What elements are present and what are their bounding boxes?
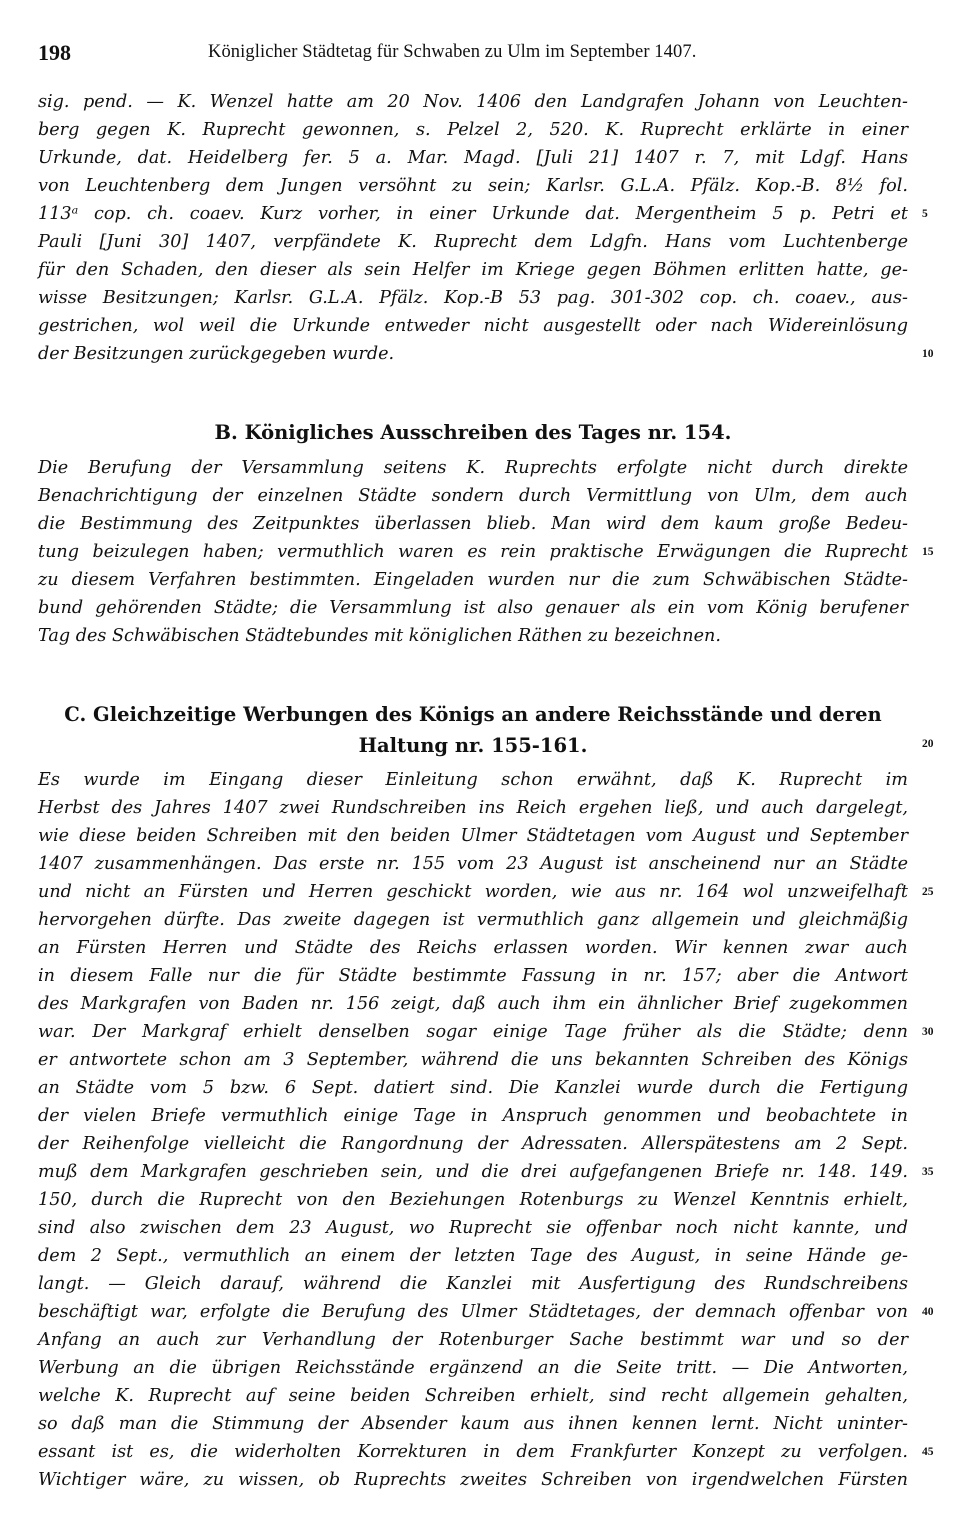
text-line: essant ist es, die widerholten Korrekturen in dem Frankfurter Konzept zu verfolgen. — [38, 1442, 908, 1462]
text-line: welche K. Ruprecht auf seine beiden Schreiben erhielt, sind recht allgemein gehalten, — [38, 1386, 908, 1406]
text-line: Werbung an die übrigen Reichsstände ergänzend an die Seite tritt. — Die Antworten, — [38, 1358, 908, 1378]
line-number: 20 — [922, 738, 934, 750]
text-line: war. Der Markgraf erhielt denselben sogar einige Tage früher als die Städte; denn — [38, 1022, 908, 1042]
text-line: langt. — Gleich darauf, während die Kanzlei mit Ausfertigung des Rundschreibens — [38, 1274, 908, 1294]
text-line: an Fürsten Herren und Städte des Reichs erlassen worden. Wir kennen zwar auch — [38, 938, 908, 958]
text-line: er antwortete schon am 3 September, während die uns bekannten Schreiben des Königs — [38, 1050, 908, 1070]
text-line: der Besitzungen zurückgegeben wurde. — [38, 344, 395, 364]
page-number: 198 — [38, 40, 71, 65]
text-line: und nicht an Fürsten und Herren geschickt worden, wie aus nr. 164 wol unzweifelhaft — [38, 882, 908, 902]
text-line: beschäftigt war, erfolgte die Berufung des Ulmer Städtetages, der demnach offenbar von — [38, 1302, 908, 1322]
text-line: 1407 zusammenhängen. Das erste nr. 155 vom 23 August ist anscheinend nur an Städte — [38, 854, 908, 874]
line-number: 45 — [922, 1446, 934, 1458]
line-number: 30 — [922, 1026, 934, 1038]
text-line: für den Schaden, den dieser als sein Helfer im Kriege gegen Böhmen erlitten hatte, ge- — [38, 260, 908, 280]
text-line: wisse Besitzungen; Karlsr. G.L.A. Pfälz. Kop.-B 53 pag. 301-302 cop. ch. coaev., aus- — [38, 288, 908, 308]
line-number: 35 — [922, 1166, 934, 1178]
text-line: hervorgehen dürfte. Das zweite dagegen ist vermuthlich ganz allgemein und gleichmäßig — [38, 910, 908, 930]
text-line: Pauli [Juni 30] 1407, verpfändete K. Ruprecht dem Ldgfn. Hans vom Luchtenberge — [38, 232, 908, 252]
text-line: gestrichen, wol weil die Urkunde entweder nicht ausgestellt oder nach Widereinlösung — [38, 316, 908, 336]
text-line: 150, durch die Ruprecht von den Beziehungen Rotenburgs zu Wenzel Kenntnis erhielt, — [38, 1190, 908, 1210]
text-line: muß dem Markgrafen geschrieben sein, und die drei aufgefangenen Briefe nr. 148. 149. — [38, 1162, 908, 1182]
text-line: Tag des Schwäbischen Städtebundes mit königlichen Räthen zu bezeichnen. — [38, 626, 721, 646]
text-line: sind also zwischen dem 23 August, wo Ruprecht sie offenbar noch nicht kannte, und — [38, 1218, 908, 1238]
section-c-heading-line1: C. Gleichzeitige Werbungen des Königs an andere Reichsstände und deren — [64, 703, 882, 726]
text-line: der Reihenfolge vielleicht die Rangordnung der Adressaten. Allerspätestens am 2 Sept. — [38, 1134, 908, 1154]
text-line: in diesem Falle nur die für Städte bestimmte Fassung in nr. 157; aber die Antwort — [38, 966, 908, 986]
text-line: der vielen Briefe vermuthlich einige Tage in Anspruch genommen und beobachtete in — [38, 1106, 908, 1126]
line-number: 10 — [922, 348, 934, 360]
text-line: Herbst des Jahres 1407 zwei Rundschreiben ins Reich ergehen ließ, und auch dargelegt, — [38, 798, 908, 818]
line-number: 25 — [922, 886, 934, 898]
text-line: Wichtiger wäre, zu wissen, ob Ruprechts zweites Schreiben von irgendwelchen Fürsten — [38, 1470, 908, 1490]
section-b-heading: B. Königliches Ausschreiben des Tages nr. 154. — [214, 421, 732, 444]
text-line: so daß man die Stimmung der Absender kaum aus ihnen kennen lernt. Nicht uninter- — [38, 1414, 908, 1434]
text-line: des Markgrafen von Baden nr. 156 zeigt, daß auch ihm ein ähnlicher Brief zugekommen — [38, 994, 908, 1014]
text-line: berg gegen K. Ruprecht gewonnen, s. Pelzel 2, 520. K. Ruprecht erklärte in einer — [38, 120, 908, 140]
text-line: sig. pend. — K. Wenzel hatte am 20 Nov. 1406 den Landgrafen Johann von Leuchten- — [38, 92, 908, 112]
running-title: Königlicher Städtetag für Schwaben zu Ulm im September 1407. — [208, 42, 697, 62]
text-line: Es wurde im Eingang dieser Einleitung schon erwähnt, daß K. Ruprecht im — [38, 770, 908, 790]
text-line: Urkunde, dat. Heidelberg fer. 5 a. Mar. Magd. [Juli 21] 1407 r. 7, mit Ldgf. Hans — [38, 148, 908, 168]
text-line: zu diesem Verfahren bestimmten. Eingeladen wurden nur die zum Schwäbischen Städte- — [38, 570, 908, 590]
text-line: Die Berufung der Versammlung seitens K. Ruprechts erfolgte nicht durch direkte — [38, 458, 908, 478]
line-number: 40 — [922, 1306, 934, 1318]
text-line: dem 2 Sept., vermuthlich an einem der letzten Tage des August, in seine Hände ge- — [38, 1246, 908, 1266]
text-line: an Städte vom 5 bzw. 6 Sept. datiert sind. Die Kanzlei wurde durch die Fertigung — [38, 1078, 908, 1098]
text-line: Benachrichtigung der einzelnen Städte sondern durch Vermittlung von Ulm, dem auch — [38, 486, 908, 506]
line-number: 5 — [922, 208, 928, 220]
text-line: bund gehörenden Städte; die Versammlung ist also genauer als ein vom König berufener — [38, 598, 908, 618]
text-line: tung beizulegen haben; vermuthlich waren es rein praktische Erwägungen die Ruprecht — [38, 542, 908, 562]
line-number: 15 — [922, 546, 934, 558]
text-line: 113ᵃ cop. ch. coaev. Kurz vorher, in einer Urkunde dat. Mergentheim 5 p. Petri et — [38, 204, 908, 224]
text-line: die Bestimmung des Zeitpunktes überlassen blieb. Man wird dem kaum große Bedeu- — [38, 514, 908, 534]
page-header — [38, 40, 918, 70]
text-line: Anfang an auch zur Verhandlung der Rotenburger Sache bestimmt war und so der — [38, 1330, 908, 1350]
section-c-heading-line2: Haltung nr. 155-161. — [358, 734, 588, 757]
text-line: von Leuchtenberg dem Jungen versöhnt zu sein; Karlsr. G.L.A. Pfälz. Kop.-B. 8½ fol. — [38, 176, 908, 196]
text-line: wie diese beiden Schreiben mit den beiden Ulmer Städtetagen vom August und September — [38, 826, 908, 846]
